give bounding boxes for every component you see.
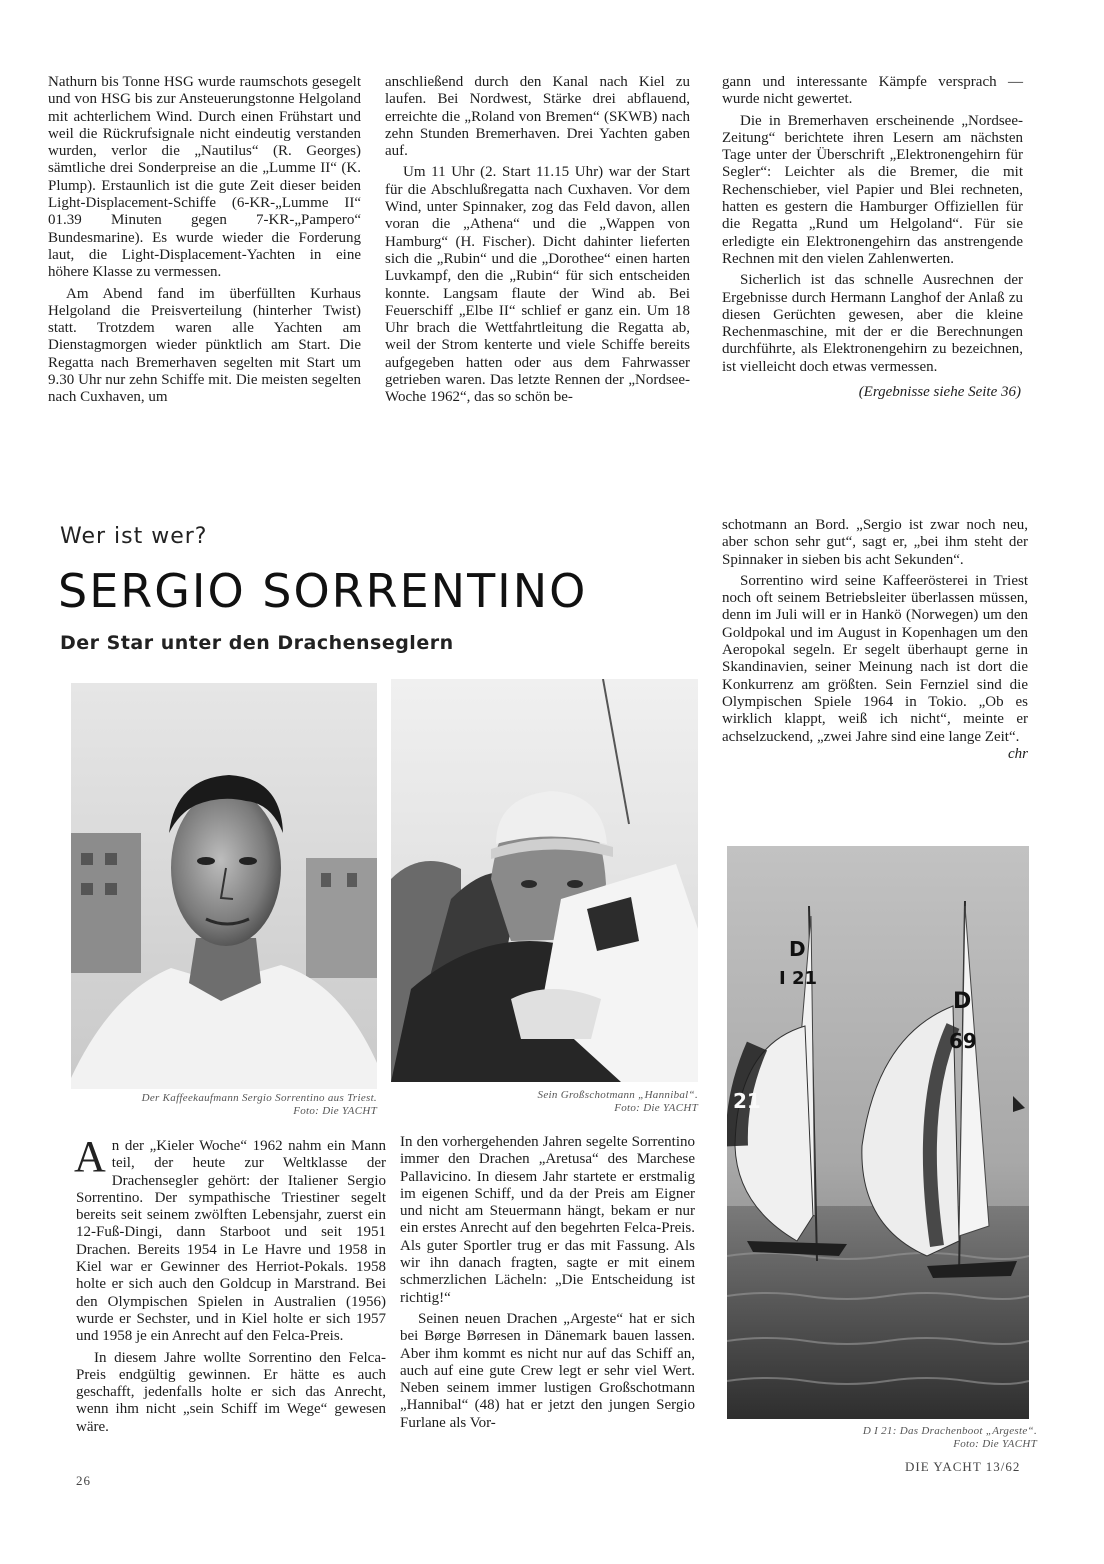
lead-paragraph <box>74 1132 386 1346</box>
paragraph: gann und interessante Kämpfe versprach — wurde nicht gewertet. <box>722 74 1023 108</box>
results-reference: (Ergebnisse siehe Seite 36) <box>858 384 1021 401</box>
paragraph-text: Sorrentino wird seine Kaffeerösterei in Triest noch oft seinem Betriebsleiter überlassen müssen, denn im Juli will er in Hankö (Norwegen) um den Goldpokal und im August in Kopenhagen um den Aeropokal segeln. Er segelt überhaupt gerne in Skandinavien, seiner Meinung nach ist dort die Konkurrenz am größten. Sein Fernziel sind die Olympischen Spiele 1964 in Tokio. „Ob es wirklich klappt, weiß ich nicht“, meinte er achselzuckend, „zwei Jahre sind eine lange Zeit“. <box>722 572 1028 745</box>
caption-text: Sein Großschotmann „Hannibal“. <box>537 1089 698 1101</box>
caption-text: D I 21: Das Drachenboot „Argeste“. <box>862 1425 1037 1437</box>
magazine-footer: DIE YACHT 13/62 <box>905 1459 1021 1474</box>
article-subhead: Der Star unter den Drachenseglern <box>60 632 454 654</box>
dragon-boats-photo <box>727 846 1029 1419</box>
drop-cap: A <box>74 1132 106 1181</box>
paragraph <box>722 572 1028 762</box>
paragraph: Nathurn bis Tonne HSG wurde raumschots gesegelt und von HSG bis zur Ansteuerungstonne Helgoland mit achterlichem Wind. Durch einen Frühstart und weil die Rückrufsignale nicht eindeutig verstanden wurden, verlor die „Nautilus“ (R. Georges) sämtliche drei Sonderpreise an die „Lumme II“ (K. Plump). Erstaunlich ist die gute Zeit dieser beiden Light-Displacement-Schiffe (6-KR-„Lumme II“ 01.39 Minuten gegen 7-KR-„Pampero“ Bundesmarine). Es wurde wieder die Forderung laut, die Light-Displacement-Yachten in eine höhere Klasse zu vermessen. <box>48 74 361 281</box>
top-column-2 <box>385 74 690 411</box>
page-number: 26 <box>76 1473 91 1488</box>
top-column-3 <box>722 74 1023 401</box>
paragraph: anschließend durch den Kanal nach Kiel zu laufen. Bei Nordwest, Stärke drei abflauend, erreichte die „Roland von Bremen“ (SKWB) nach zehn Stunden Bremerhaven. Drei Yachten gaben auf. <box>385 74 690 160</box>
article-headline: SERGIO SORRENTINO <box>58 564 588 618</box>
paragraph: Um 11 Uhr (2. Start 11.15 Uhr) war der Start für die Abschlußregatta nach Cuxhaven. Vor dem Wind, unter Spinnaker, zog das Feld davon, allen voran die „Athena“ und die „Wappen von Hamburg“ (H. Fischer). Dicht dahinter lieferten sich die „Rubin“ und die „Dorothee“ einen harten Luvkampf, den die „Rubin“ für sich entscheiden konnte. Langsam flaute der Wind ab. Bei Feuerschiff „Elbe II“ schlief er ganz ein. Um 18 Uhr brach die Wettfahrtleitung die Regatta ab, weil der Strom kenterte und viele Schiffe bereits aufgegeben hatten oder aus dem Fahrwasser getrieben waren. Das letzte Rennen der „Nordsee-Woche 1962“, das so schön be- <box>385 164 690 406</box>
paragraph: schotmann an Bord. „Sergio ist zwar noch neu, aber schon sehr gut“, sagt er, „bei ihm steht der Spinnaker in sieben bis acht Sekunden“. <box>722 517 1028 568</box>
portrait-photo <box>71 683 377 1089</box>
paragraph-text: n der „Kieler Woche“ 1962 nahm ein Mann teil, der heute zur Weltklasse der Drachensegler gehört: der Italiener Sergio Sorrentino. Der sympathische Triestiner segelt bereits seit seinem zwölften Lebensjahr, zuerst ein 12-Fuß-Dingi, dann Starboot und seit 1951 Drachen. Bereits 1954 in Le Havre und 1958 in Kiel war er Gewinner des Herriot-Pokals. 1958 holte er sich auch den Goldcup in Marstrand. Bei den Olympischen Spielen in Australien (1956) wurde er Sechster, und in Kiel holte er sich 1957 und 1958 je ein Anrecht auf den Felca-Preis. <box>76 1138 386 1345</box>
author-signature: chr <box>1008 745 1028 762</box>
spinnaker-number: 21 <box>733 1089 761 1113</box>
paragraph: Die in Bremerhaven erscheinende „Nordsee-Zeitung“ berichtete ihren Lesern am nächsten Tage unter der Überschrift „Elektronengehirn für Segler“: Leichter als die Bremer, die mit Rechenschieber, viel Papier und Blei rechneten, hatten es gestern die Hamburger Offiziellen für die Regatta „Rund um Helgoland“. Für sie erledigte ein Elektronengehirn das anstrengende Rechnen mit den vielen Zahlenwerten. <box>722 112 1023 267</box>
sail-number: I 21 <box>779 968 818 989</box>
sail-number: 69 <box>949 1029 977 1053</box>
crewman-image <box>391 679 698 1082</box>
caption-text: Der Kaffeekaufmann Sergio Sorrentino aus Triest. <box>141 1092 377 1104</box>
photo-credit: Foto: Die YACHT <box>953 1438 1037 1450</box>
dragon-boats-caption <box>727 1425 1037 1451</box>
paragraph: Seinen neuen Drachen „Argeste“ hat er sich bei Børge Børresen in Dänemark bauen lassen. Aber ihm kommt es nicht nur auf das Schiff an, auch auf eine gute Crew legt er sehr viel Wert. Neben seinem immer lustigen Großschotmann „Hannibal“ (48) hat er jetzt den jungen Sergio Furlane als Vor- <box>400 1310 695 1431</box>
photo-credit: Foto: Die YACHT <box>293 1105 377 1117</box>
paragraph: In den vorhergehenden Jahren segelte Sorrentino immer den Drachen „Aretusa“ des Marchese Pallavicino. In diesem Jahr startete er erstmalig im eigenen Schiff, und da der Preis am Eigner und nicht am Steuermann hängt, bekam er nur ein erstes Anrecht auf den begehrten Felca-Preis. Als guter Sportler trug er das mit Fassung. Als wir ihn danach fragten, sagte er mit einem schmerzlichen Lächeln: „Die Entscheidung ist richtig!“ <box>400 1134 695 1306</box>
paragraph: Am Abend fand im überfüllten Kurhaus Helgoland die Preisverteilung (hinterher Twist) statt. Trotzdem waren alle Yachten am Dienstagmorgen wieder pünktlich am Start. Die Regatta nach Bremerhaven segelten mit Start um 9.30 Uhr nur zehn Schiffe mit. Die meisten segelten nach Cuxhaven, um <box>48 285 361 406</box>
sail-letter: D <box>789 937 806 961</box>
article-body-column-1 <box>74 1132 386 1440</box>
photo-credit: Foto: Die YACHT <box>614 1102 698 1114</box>
portrait-image <box>71 683 377 1089</box>
paragraph: Sicherlich ist das schnelle Ausrechnen der Ergebnisse durch Hermann Langhof der Anlaß zu diesen Gerüchten gewesen, aber die kleine Rechenmaschine, mit der er die Berechnungen durchführte, als Elektronengehirn zu bezeichnen, ist vielleicht doch etwas vermessen. <box>722 272 1023 375</box>
paragraph: In diesem Jahre wollte Sorrentino den Felca-Preis endgültig gewinnen. Er hätte es auch geschafft, jedenfalls holte er sich das Anrecht, wenn ihm nicht „sein Schiff im Wege“ gewesen wäre. <box>76 1349 386 1435</box>
sail-letter: D <box>953 989 972 1014</box>
dragon-boats-image <box>727 846 1029 1419</box>
crewman-photo <box>391 679 698 1082</box>
article-right-column <box>722 517 1028 763</box>
portrait-caption <box>71 1092 377 1118</box>
article-body-column-2 <box>400 1134 695 1436</box>
crewman-caption <box>391 1089 698 1115</box>
article-kicker: Wer ist wer? <box>60 524 208 549</box>
top-column-1 <box>48 74 361 411</box>
